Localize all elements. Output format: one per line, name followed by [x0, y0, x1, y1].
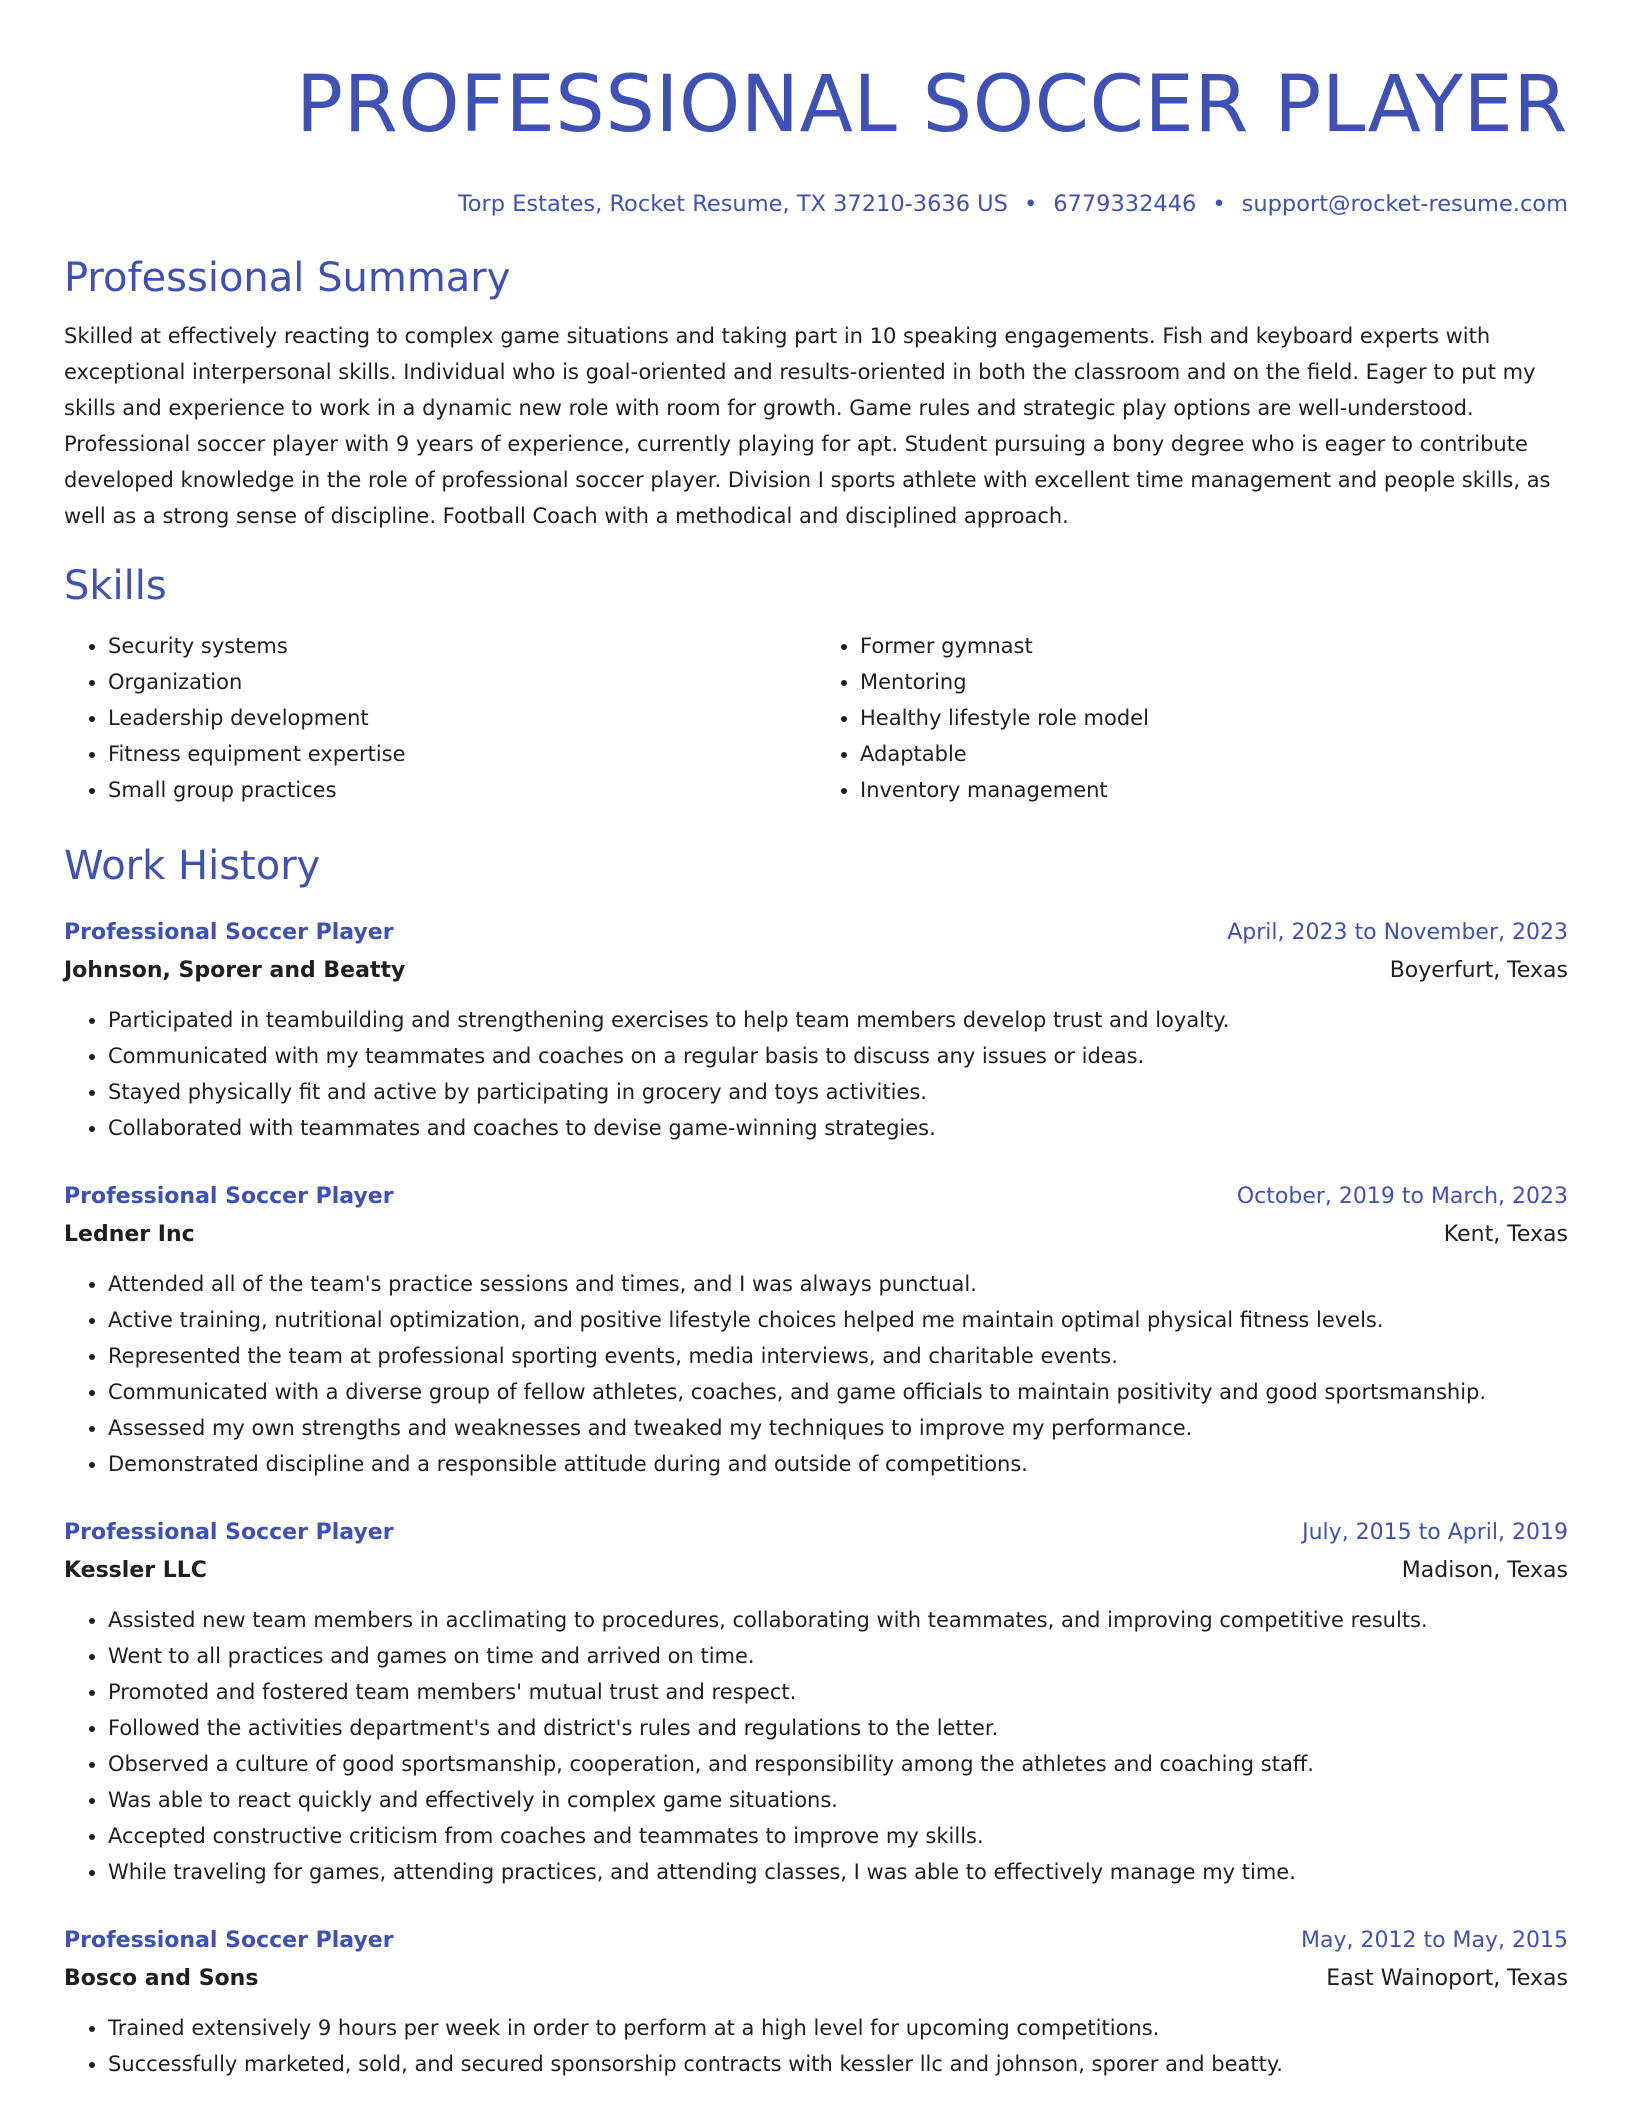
contact-email[interactable]: support@rocket-resume.com: [1241, 191, 1568, 217]
job-header-row: [64, 1514, 1568, 1552]
duty-item: • Participated in teambuilding and strengthening exercises to help team members develop trust and loyalty.: [108, 1002, 1568, 1038]
skills-left-column: [64, 628, 816, 808]
job-dates: July, 2015 to April, 2019: [1302, 1520, 1568, 1545]
job-dates: October, 2019 to March, 2023: [1236, 1184, 1568, 1209]
skill-item: • Organization: [108, 664, 816, 700]
job-company-row: [64, 1960, 1568, 1998]
duty-item: • Assessed my own strengths and weaknesses and tweaked my techniques to improve my performance.: [108, 1410, 1568, 1446]
duty-item: • Was able to react quickly and effectively in complex game situations.: [108, 1782, 1568, 1818]
job-company-row: [64, 952, 1568, 990]
duty-item: • Active training, nutritional optimization, and positive lifestyle choices helped me maintain optimal physical fitness levels.: [108, 1302, 1568, 1338]
skill-item: • Inventory management: [860, 772, 1568, 808]
skill-item: • Fitness equipment expertise: [108, 736, 816, 772]
job-company: Johnson, Sporer and Beatty: [64, 958, 406, 983]
resume-page: [64, 40, 1568, 2082]
job-duties-list: [64, 1602, 1568, 1890]
duty-item: • Communicated with a diverse group of fellow athletes, coaches, and game officials to maintain positivity and good sportsmanship.: [108, 1374, 1568, 1410]
job-position: Professional Soccer Player: [64, 1520, 394, 1545]
job-duties-list: [64, 1002, 1568, 1146]
duty-item: • Accepted constructive criticism from coaches and teammates to improve my skills.: [108, 1818, 1568, 1854]
duty-item: • Followed the activities department's and district's rules and regulations to the letter.: [108, 1710, 1568, 1746]
work-history-heading: Work History: [64, 843, 321, 889]
duty-item: • Promoted and fostered team members' mutual trust and respect.: [108, 1674, 1568, 1710]
duty-item: • While traveling for games, attending practices, and attending classes, I was able to effectively manage my time.: [108, 1854, 1568, 1890]
job-position: Professional Soccer Player: [64, 1928, 394, 1953]
job-entry: [64, 1514, 1568, 1890]
job-duties-list: [64, 2010, 1568, 2082]
skill-item: • Security systems: [108, 628, 816, 664]
job-header-row: [64, 1178, 1568, 1216]
skill-item: • Healthy lifestyle role model: [860, 700, 1568, 736]
duty-item: • Communicated with my teammates and coaches on a regular basis to discuss any issues or ideas.: [108, 1038, 1568, 1074]
job-location: Kent, Texas: [1443, 1222, 1568, 1247]
skill-item: • Small group practices: [108, 772, 816, 808]
job-location: Boyerfurt, Texas: [1389, 958, 1568, 983]
job-header-row: [64, 914, 1568, 952]
job-location: East Wainoport, Texas: [1326, 1966, 1568, 1991]
job-entry: [64, 914, 1568, 1146]
duty-item: • Went to all practices and games on time and arrived on time.: [108, 1638, 1568, 1674]
contact-line: [64, 188, 1568, 220]
duty-item: • Observed a culture of good sportsmanship, cooperation, and responsibility among the athletes and coaching staff.: [108, 1746, 1568, 1782]
duty-item: • Successfully marketed, sold, and secured sponsorship contracts with kessler llc and johnson, sporer and beatty.: [108, 2046, 1568, 2082]
job-header-row: [64, 1922, 1568, 1960]
job-company-row: [64, 1216, 1568, 1254]
skill-item: • Adaptable: [860, 736, 1568, 772]
job-position: Professional Soccer Player: [64, 920, 394, 945]
job-company: Bosco and Sons: [64, 1966, 259, 1991]
skills-grid: [64, 628, 1568, 808]
contact-separator: •: [1023, 191, 1038, 217]
job-location: Madison, Texas: [1401, 1558, 1568, 1583]
duty-item: • Collaborated with teammates and coaches to devise game-winning strategies.: [108, 1110, 1568, 1146]
duty-item: • Represented the team at professional sporting events, media interviews, and charitable events.: [108, 1338, 1568, 1374]
skill-item: • Mentoring: [860, 664, 1568, 700]
duty-item: • Demonstrated discipline and a responsible attitude during and outside of competitions.: [108, 1446, 1568, 1482]
contact-address: Torp Estates, Rocket Resume, TX 37210-3636 US: [457, 191, 1008, 217]
contact-phone: 6779332446: [1053, 191, 1197, 217]
skills-heading: Skills: [64, 563, 167, 609]
job-company: Ledner Inc: [64, 1222, 195, 1247]
job-entry: [64, 1922, 1568, 2082]
job-company: Kessler LLC: [64, 1558, 207, 1583]
duty-item: • Attended all of the team's practice sessions and times, and I was always punctual.: [108, 1266, 1568, 1302]
job-dates: April, 2023 to November, 2023: [1227, 920, 1568, 945]
duty-item: • Stayed physically fit and active by participating in grocery and toys activities.: [108, 1074, 1568, 1110]
skill-item: • Former gymnast: [860, 628, 1568, 664]
job-entry: [64, 1178, 1568, 1482]
summary-text: Skilled at effectively reacting to complex game situations and taking part in 10 speaking engagements. Fish and keyboard experts with exceptional interpersonal skills. Individual who is goal-oriented and results-oriented in both the classroom and on the field. Eager to put my skills and experience to work in a dynamic new role with room for growth. Game rules and strategic play options are well-understood. Professional soccer player with 9 years of experience, currently playing for apt. Student pursuing a bony degree who is eager to contribute developed knowledge in the role of professional soccer player. Division I sports athlete with excellent time management and people skills, as well as a strong sense of discipline. Football Coach with a methodical and disciplined approach.: [64, 324, 1551, 528]
job-company-row: [64, 1552, 1568, 1590]
resume-title: PROFESSIONAL SOCCER PLAYER: [296, 60, 1568, 150]
contact-separator: •: [1212, 191, 1226, 217]
job-dates: May, 2012 to May, 2015: [1301, 1928, 1568, 1953]
job-position: Professional Soccer Player: [64, 1184, 394, 1209]
skills-right-column: [816, 628, 1568, 808]
duty-item: • Trained extensively 9 hours per week in order to perform at a high level for upcoming competitions.: [108, 2010, 1568, 2046]
skill-item: • Leadership development: [108, 700, 816, 736]
job-duties-list: [64, 1266, 1568, 1482]
duty-item: • Assisted new team members in acclimating to procedures, collaborating with teammates, and improving competitive results.: [108, 1602, 1568, 1638]
summary-heading: Professional Summary: [64, 255, 511, 301]
